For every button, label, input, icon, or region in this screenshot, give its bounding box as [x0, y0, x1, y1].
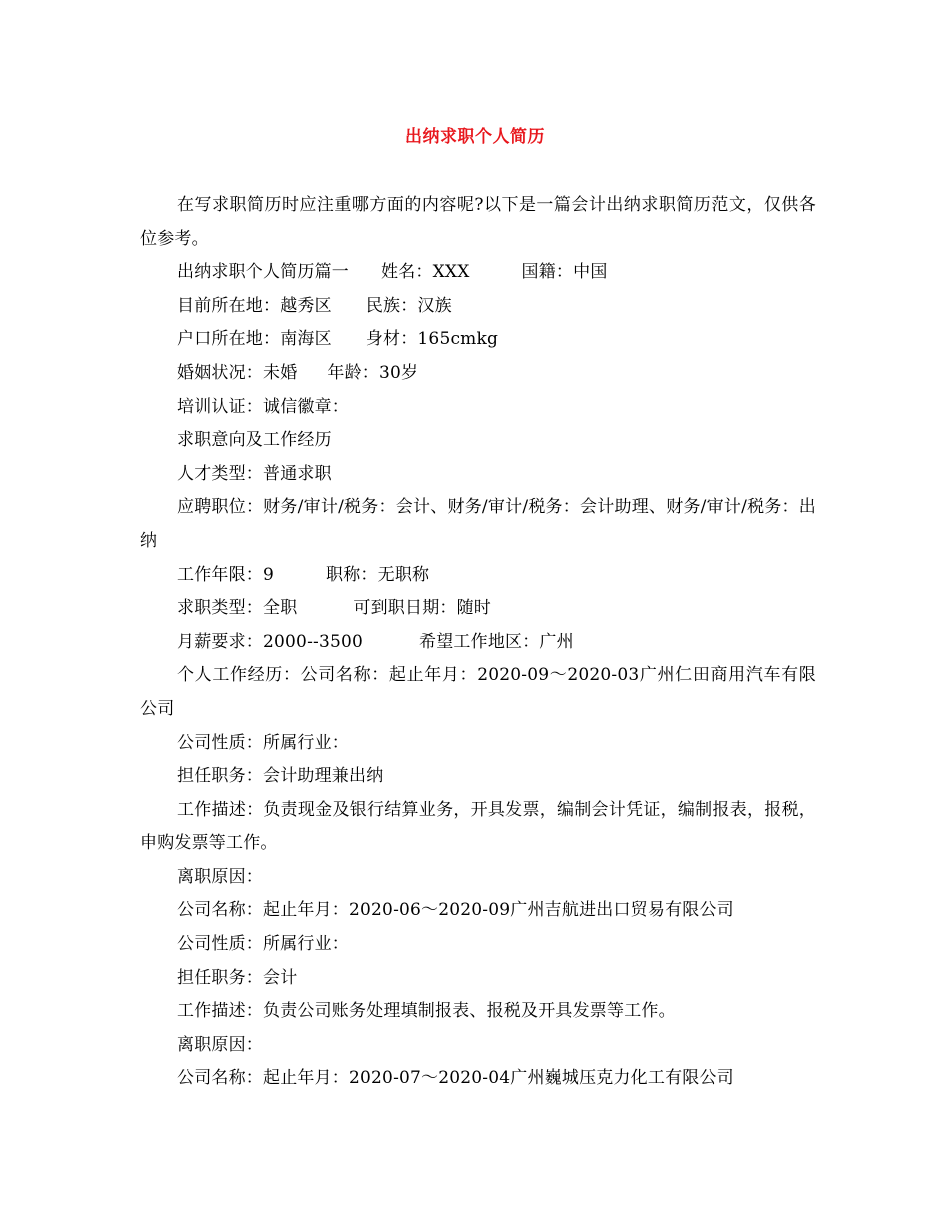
resume-line-marital: [140, 357, 816, 391]
document-title: 出纳求职个人简历: [405, 127, 545, 147]
field-job-type: 求职类型：全职: [177, 598, 298, 619]
field-age: 年龄：30岁: [327, 362, 419, 383]
resume-line-company-nature-1: 公司性质：所属行业：: [177, 732, 349, 753]
resume-line-company-nature-2: 公司性质：所属行业：: [177, 934, 349, 955]
resume-line-company-2: 公司名称：起止年月：2020-06～2020-09广州吉航进出口贸易有限公司: [177, 900, 734, 921]
resume-line-hukou: [140, 323, 816, 357]
resume-line-description-1: 工作描述：负责现金及银行结算业务，开具发票，编制会计凭证，编制报表，报税，申购发票等工作。: [140, 799, 816, 854]
field-hukou: 户口所在地：南海区: [177, 329, 332, 350]
resume-line-leave-reason-2: 离职原因：: [177, 1034, 263, 1055]
resume-line-position-2: 担任职务：会计: [177, 967, 298, 988]
section-heading: 出纳求职个人简历篇一: [177, 262, 349, 283]
resume-line-work-history-1: 个人工作经历：公司名称：起止年月：2020-09～2020-03广州仁田商用汽车有限公司: [140, 665, 816, 719]
resume-line-leave-reason-1: 离职原因：: [177, 866, 263, 887]
resume-line-salary: [140, 626, 816, 660]
document-body: [140, 189, 816, 1096]
field-title: 职称：无职称: [326, 564, 430, 585]
field-salary: 月薪要求：2000--3500: [177, 631, 364, 652]
field-stature: 身材：165cmkg: [365, 329, 499, 350]
field-available-date: 可到职日期：随时: [353, 598, 492, 619]
resume-line-location: [140, 290, 816, 324]
resume-line-job-type: [140, 592, 816, 626]
resume-line-experience-years: [140, 559, 816, 593]
resume-line-applied-positions: 应聘职位：财务/审计/税务：会计、财务/审计/税务：会计助理、财务/审计/税务：出纳: [140, 497, 816, 551]
field-name: 姓名：XXX: [381, 262, 470, 283]
field-work-region: 希望工作地区：广州: [419, 631, 574, 652]
field-ethnicity: 民族：汉族: [365, 295, 452, 316]
field-nationality: 国籍：中国: [521, 262, 608, 283]
resume-line-name: [140, 256, 816, 290]
intro-paragraph: 在写求职简历时应注重哪方面的内容呢?以下是一篇会计出纳求职简历范文，仅供各位参考。: [140, 195, 816, 249]
field-current-location: 目前所在地：越秀区: [177, 295, 332, 316]
resume-line-company-3: 公司名称：起止年月：2020-07～2020-04广州巍城压克力化工有限公司: [177, 1068, 734, 1089]
resume-line-description-2: 工作描述：负责公司账务处理填制报表、报税及开具发票等工作。: [177, 1001, 676, 1022]
resume-line-certification: 培训认证：诚信徽章：: [177, 396, 349, 417]
resume-line-position-1: 担任职务：会计助理兼出纳: [177, 766, 384, 787]
resume-line-intent-heading: 求职意向及工作经历: [177, 430, 332, 451]
field-marital-status: 婚姻状况：未婚: [177, 362, 298, 383]
resume-line-talent-type: 人才类型：普通求职: [177, 463, 332, 484]
field-years: 工作年限：9: [177, 564, 275, 585]
